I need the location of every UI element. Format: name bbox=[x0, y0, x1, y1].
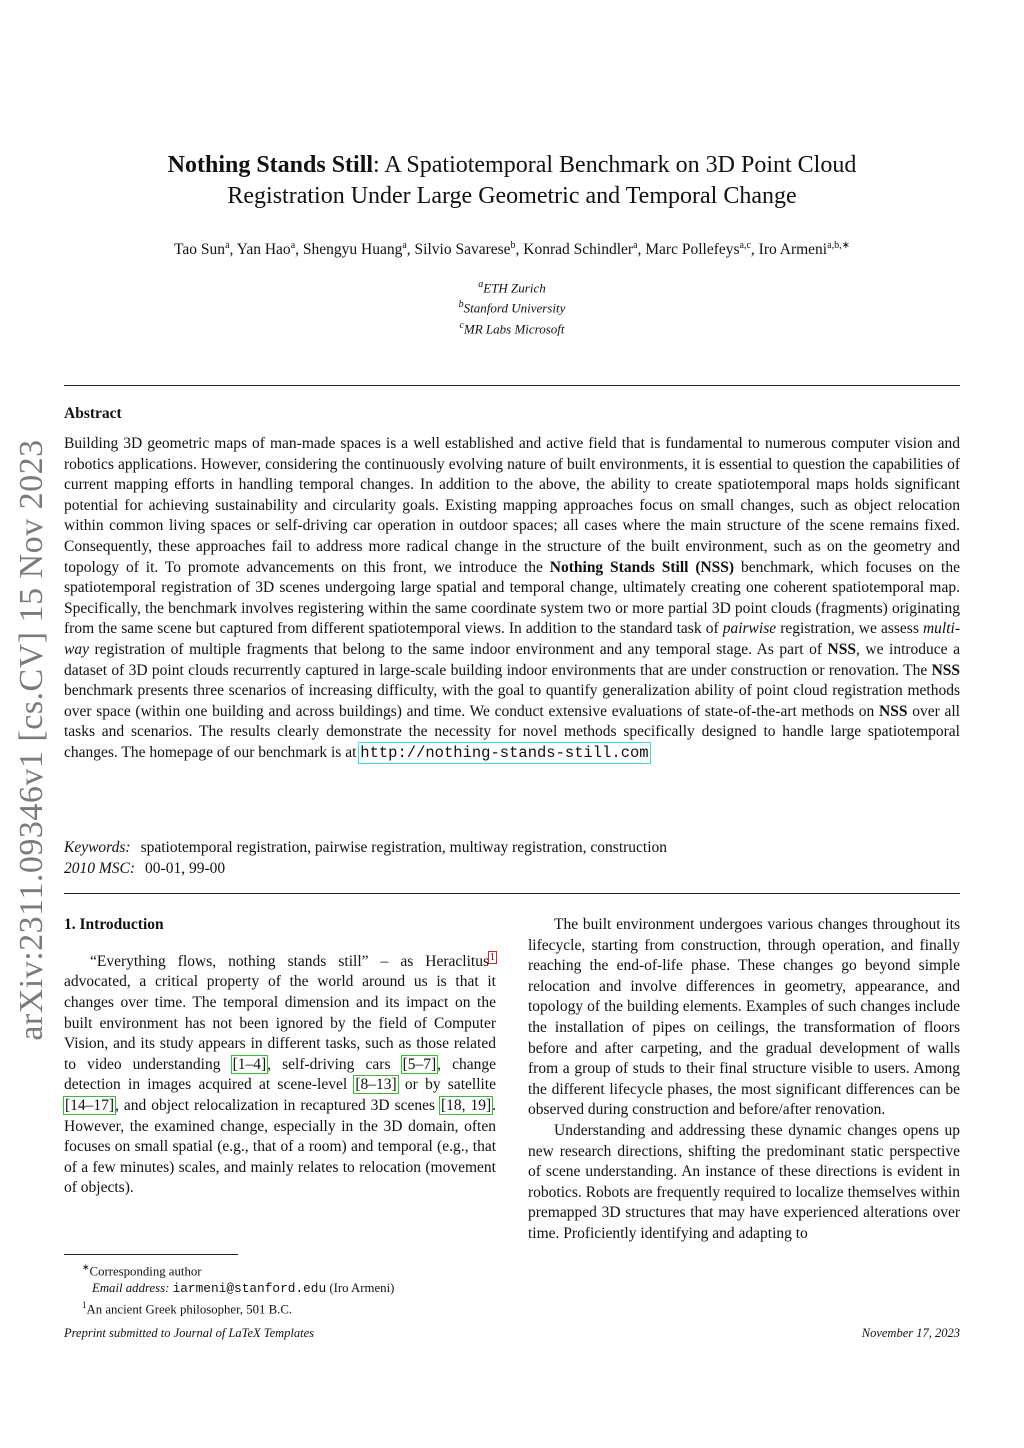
paragraph: The built environment undergoes various changes throughout its lifecycle, starting from construction, through operation, and finally reaching the end-of-life phase. These changes go beyond simple relocation and involve differences in geometry, appearance, and topology of the building elements. Examples of such changes include the installation of pipes on ceilings, the transformation of floors before and after carpeting, and the gradual development of walls from a group of studs to their final structure visible to users. Among the different lifecycle phases, the most significant differences can be observed during construction and before/after renovation. bbox=[528, 916, 960, 1119]
author: Yan Hao bbox=[236, 241, 291, 259]
affiliation: $^b$Stanford University bbox=[458, 299, 566, 316]
footer-preprint: Preprint submitted to Journal of LaTeX Templates bbox=[64, 1326, 315, 1340]
arxiv-stamp bbox=[0, 420, 64, 1060]
author: Tao Sun bbox=[174, 241, 226, 259]
footnotes: ∗Corresponding author Email address: iarmeni@stanford.edu (Iro Armeni) $^1$An ancient Greek philosopher, 501 B.C. bbox=[82, 1262, 395, 1317]
affiliation: $^a$ETH Zurich bbox=[478, 279, 546, 296]
author: Marc Pollefeys bbox=[645, 241, 740, 259]
author: Silvio Savarese bbox=[414, 241, 511, 259]
keywords-value: spatiotemporal registration, pairwise registration, multiway registration, construction bbox=[140, 839, 668, 856]
keywords bbox=[64, 838, 960, 879]
footnote-ref[interactable]: 1 bbox=[490, 951, 495, 963]
email-link[interactable]: iarmeni@stanford.edu bbox=[172, 1280, 327, 1296]
citation-link[interactable]: [5–7] bbox=[402, 1055, 437, 1073]
paragraph: “Everything flows, nothing stands still” – as Heraclitus$^1$ advocated, a critical property of the world around us is that it changes over time. The temporal dimension and its impact on the built environment has not been ignored by the field of Computer Vision, and its study appears in different tasks, such as those related to video understanding [1–4], self-driving cars [5–7], change detection in images acquired at scene-level [8–13] or by satellite [14–17], and object relocalization in recaptured 3D scenes [18, 19]. However, the examined change, especially in the 3D domain, often focuses on small spatial (e.g., that of a room) and temporal (e.g., that of a few minutes) scales, and mainly relates to relocation (movement of objects). bbox=[64, 951, 496, 1197]
msc-label: 2010 MSC: bbox=[64, 859, 136, 877]
keywords-label: Keywords: bbox=[64, 839, 131, 856]
citation-link[interactable]: [1–4] bbox=[232, 1055, 267, 1073]
top-rule bbox=[64, 385, 960, 386]
section-heading: 1. Introduction bbox=[64, 916, 164, 933]
author-list: Tao Sun$^a$, Yan Hao$^a$, Shengyu Huang$^a$, Silvio Savarese$^b$, Konrad Schindler$^a$, Marc Pollefeys$^{a,c}$, Iro Armeni$^{a,b,∗}$ bbox=[174, 240, 850, 259]
homepage-link[interactable]: http://nothing-stands-still.com bbox=[360, 743, 649, 762]
author: Iro Armeni bbox=[758, 241, 828, 259]
abstract-body: Building 3D geometric maps of man-made spaces is a well established and active field that is fundamental to numerous computer vision and robotics applications. However, considering the continuously evolving nature of built environments, it is essential to question the capabilities of current mapping efforts in handling temporal changes. In addition to the above, the ability to create spatiotemporal maps holds significant potential for achieving sustainability and circularity goals. Existing mapping approaches focus on small changes, such as object relocation within common living spaces or self-driving car operation in outdoor spaces; all cases where the main structure of the scene remains fixed. Consequently, these approaches fail to address more radical change in the structure of the built environment, such as on the geometry and topology of it. To promote advancements on this front, we introduce the Nothing Stands Still (NSS) benchmark, which focuses on the spatiotemporal registration of 3D scenes undergoing large spatial and temporal change, ultimately creating one coherent spatiotemporal map. Specifically, the benchmark involves registering within the same coordinate system two or more partial 3D point clouds (fragments) originating from the same scene but captured from different spatiotemporal views. In addition to the standard task of pairwise registration, we assess multi-way registration of multiple fragments that belong to the same indoor environment and any temporal stage. As part of NSS, we introduce a dataset of 3D point clouds recurrently captured in large-scale building indoor environments that are under construction or renovation. The NSS benchmark presents three scenarios of increasing difficulty, with the goal to quantify generalization ability of point cloud registration methods over space (within one building and across buildings) and time. We conduct extensive evaluations of state-of-the-art methods on NSS over all tasks and scenarios. The results clearly demonstrate the necessity for novel methods specifically designed to handle large spatiotemporal changes. The homepage of our benchmark is at http://nothing-stands-still.com bbox=[64, 435, 960, 762]
citation-link[interactable]: [8–13] bbox=[355, 1076, 397, 1094]
citation-link[interactable]: [18, 19] bbox=[440, 1096, 492, 1114]
affiliation: $^c$MR Labs Microsoft bbox=[459, 319, 565, 336]
paper-title bbox=[96, 150, 928, 212]
title-bold: Nothing Stands Still bbox=[167, 152, 374, 178]
right-column bbox=[528, 915, 960, 1245]
abstract-bottom-rule bbox=[64, 893, 960, 894]
author: Konrad Schindler bbox=[523, 241, 634, 259]
citation-link[interactable]: [14–17] bbox=[65, 1096, 115, 1114]
title-line2: Registration Under Large Geometric and Temporal Change bbox=[227, 183, 797, 209]
left-column bbox=[64, 915, 496, 1199]
title-rest: : A Spatiotemporal Benchmark on 3D Point Cloud bbox=[373, 152, 857, 178]
paragraph: Understanding and addressing these dynamic changes opens up new research directions, shifting the predominant static perspective of scene understanding. An instance of these directions is evident in robotics. Robots are frequently required to localize themselves within premapped 3D structures that may have experienced alterations over time. Proficiently identifying and adapting to bbox=[528, 1121, 960, 1242]
abstract-heading: Abstract bbox=[64, 405, 122, 422]
msc-value: 00-01, 99-00 bbox=[145, 859, 226, 877]
footer-date: November 17, 2023 bbox=[861, 1326, 960, 1340]
affiliations bbox=[64, 276, 960, 337]
footnote-rule bbox=[64, 1254, 238, 1255]
arxiv-stamp-text: arXiv:2311.09346v1 [cs.CV] 15 Nov 2023 bbox=[13, 439, 50, 1041]
author: Shengyu Huang bbox=[302, 241, 403, 259]
